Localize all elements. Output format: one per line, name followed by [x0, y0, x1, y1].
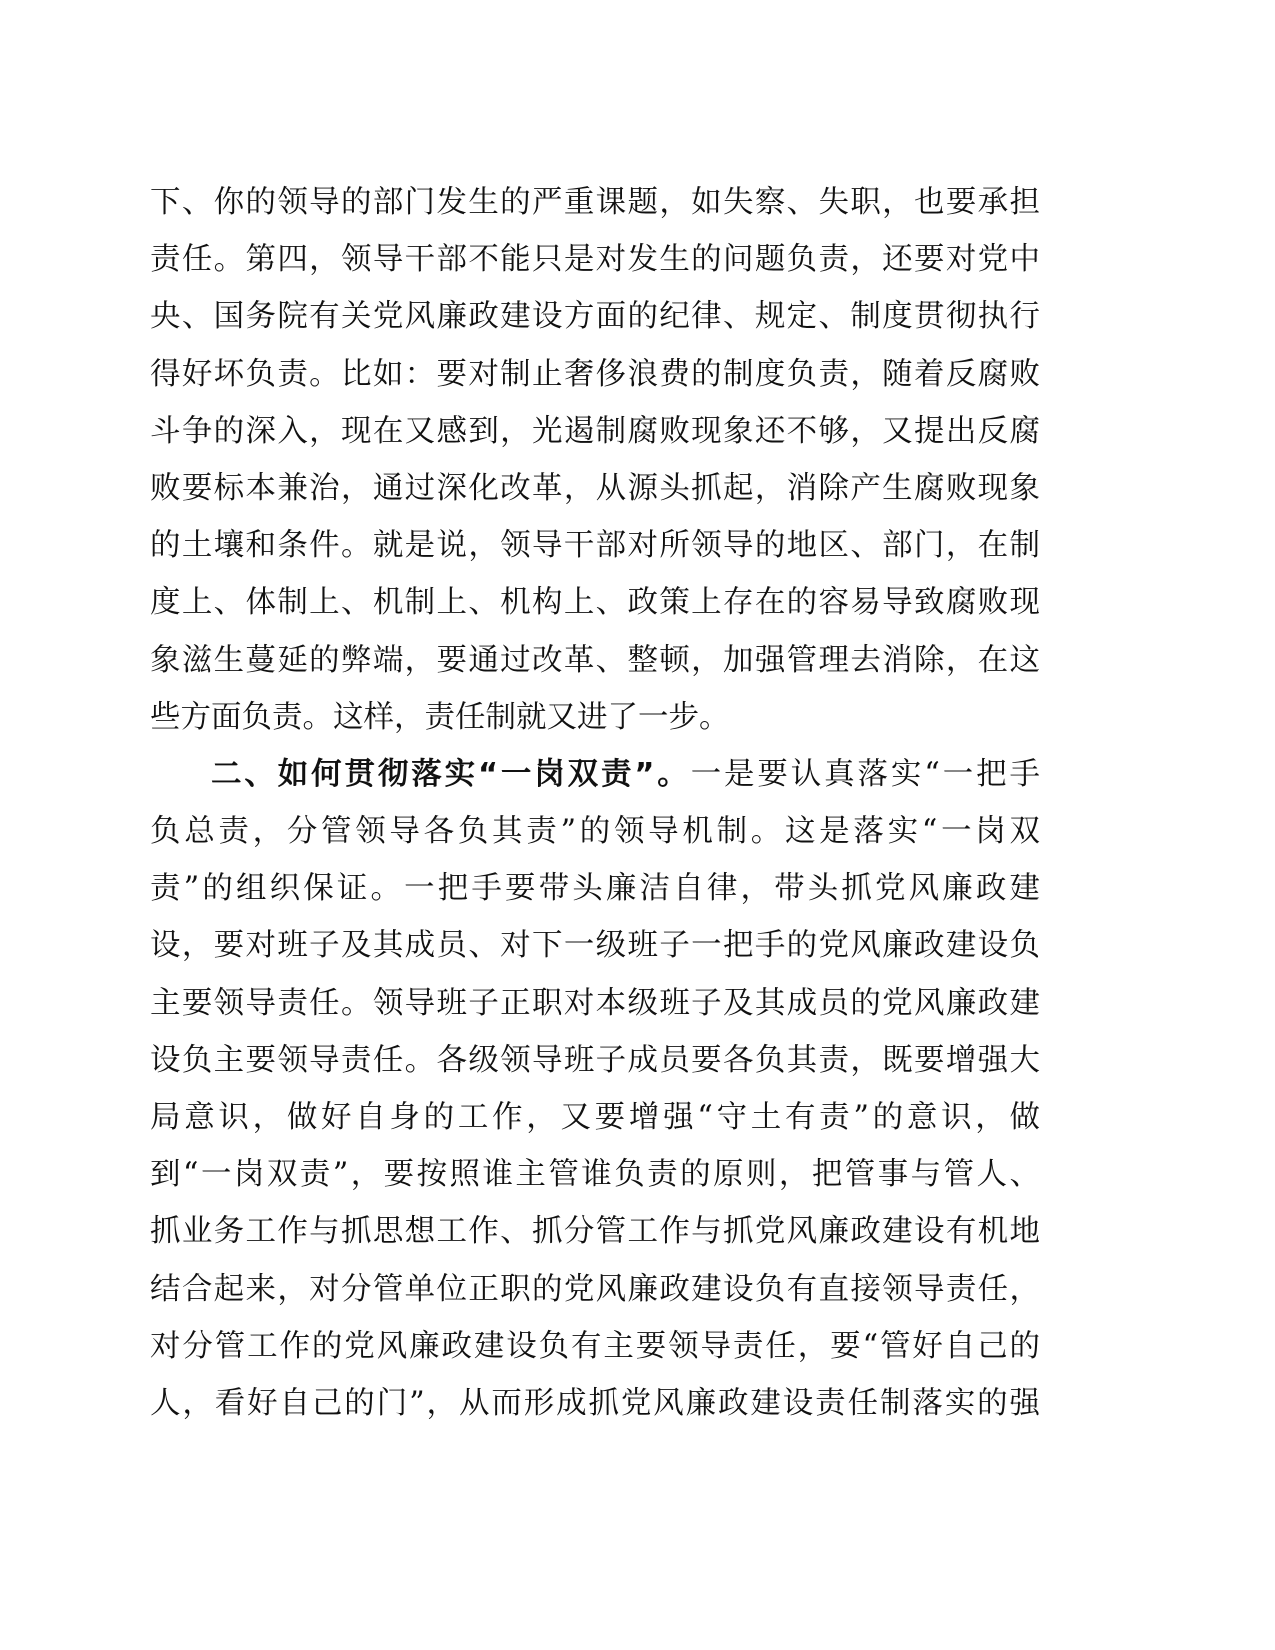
- paragraph-2-line-10: 结合起来，对分管单位正职的党风廉政建设负有直接领导责任，: [150, 1271, 1040, 1307]
- paragraph-2-line-5: 主要领导责任。领导班子正职对本级班子及其成员的党风廉政建: [150, 985, 1040, 1021]
- section-heading: 二、如何贯彻落实“一岗双责”。: [211, 756, 691, 792]
- paragraph-1-line-10: 些方面负责。这样，责任制就又进了一步。: [150, 699, 730, 735]
- paragraph-1-line-2: 责任。第四，领导干部不能只是对发生的问题负责，还要对党中: [150, 242, 1040, 278]
- paragraph-2-line-2: 负总责，分管领导各负其责”的领导机制。这是落实“一岗双: [150, 814, 1040, 850]
- paragraph-1-line-3: 央、国务院有关党风廉政建设方面的纪律、规定、制度贯彻执行: [150, 299, 1040, 335]
- paragraph-1-line-5: 斗争的深入，现在又感到，光遏制腐败现象还不够，又提出反腐: [150, 413, 1040, 449]
- paragraph-2-first-line: [150, 746, 1040, 803]
- paragraph-2-line-8: 到“一岗双责”，要按照谁主管谁负责的原则，把管事与管人、: [150, 1157, 1040, 1193]
- paragraph-1-line-4: 得好坏负责。比如：要对制止奢侈浪费的制度负责，随着反腐败: [150, 356, 1040, 392]
- paragraph-2-first-line-text: 一是要认真落实“一把手: [690, 756, 1041, 792]
- body-text: [150, 174, 1040, 1432]
- paragraph-1-line-8: 度上、体制上、机制上、机构上、政策上存在的容易导致腐败现: [150, 585, 1040, 621]
- paragraph-1-line-6: 败要标本兼治，通过深化改革，从源头抓起，消除产生腐败现象: [150, 470, 1040, 506]
- paragraph-2-line-7: 局意识，做好自身的工作，又要增强“守土有责”的意识，做: [150, 1100, 1040, 1135]
- paragraph-2-line-9: 抓业务工作与抓思想工作、抓分管工作与抓党风廉政建设有机地: [150, 1214, 1040, 1250]
- paragraph-2-line-12: 人，看好自己的门”，从而形成抓党风廉政建设责任制落实的强: [150, 1385, 1040, 1421]
- paragraph-2-line-3: 责”的组织保证。一把手要带头廉洁自律，带头抓党风廉政建: [150, 871, 1040, 907]
- paragraph-2-line-6: 设负主要领导责任。各级领导班子成员要各负其责，既要增强大: [150, 1042, 1040, 1078]
- paragraph-2-line-11: 对分管工作的党风廉政建设负有主要领导责任，要“管好自己的: [150, 1328, 1040, 1364]
- paragraph-2-line-4: 设，要对班子及其成员、对下一级班子一把手的党风廉政建设负: [150, 928, 1040, 964]
- paragraph-1-line-1: 下、你的领导的部门发生的严重课题，如失察、失职，也要承担: [150, 185, 1040, 220]
- paragraph-1-line-7: 的土壤和条件。就是说，领导干部对所领导的地区、部门，在制: [150, 528, 1040, 564]
- paragraph-1-line-9: 象滋生蔓延的弊端，要通过改革、整顿，加强管理去消除，在这: [150, 642, 1040, 678]
